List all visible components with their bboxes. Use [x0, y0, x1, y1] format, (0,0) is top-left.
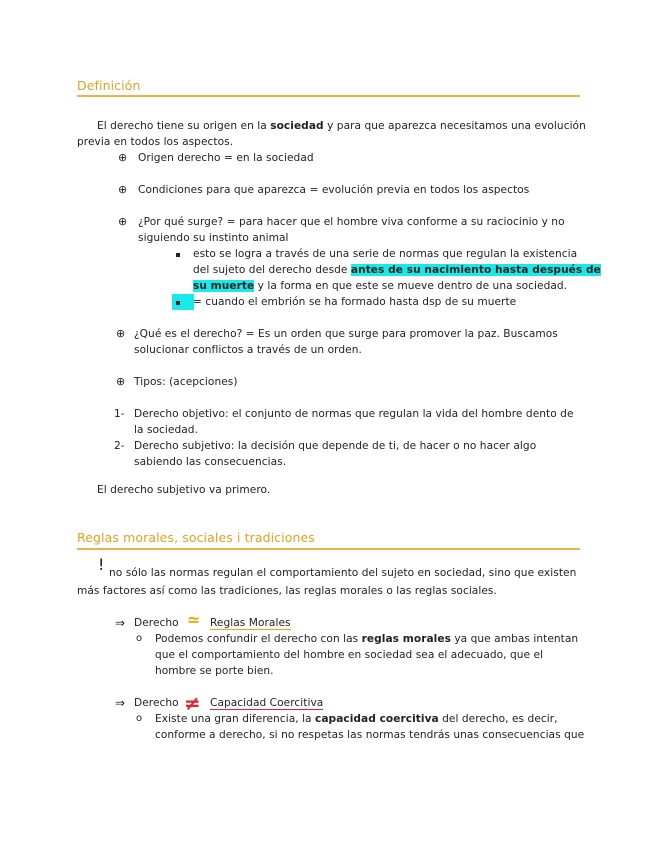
circle-plus-icon: ⊕ — [116, 375, 126, 388]
item2-target: Capacidad Coercitiva — [210, 697, 324, 709]
bullet-origen: Origen derecho = en la sociedad — [138, 152, 314, 164]
bullet-por-que-line2: siguiendo su instinto animal — [138, 232, 289, 244]
highlighted-text: su muerte — [193, 280, 255, 292]
derecho-objetivo-line1: Derecho objetivo: el conjunto de normas que regulan la vida del hombre dento de — [134, 408, 574, 420]
sub-circle-icon: o — [136, 633, 143, 644]
not-equal-icon: ≠ — [184, 691, 201, 715]
sub-bullet-line2: del sujeto del derecho desde antes de su nacimiento hasta después de — [193, 264, 601, 276]
circle-plus-icon: ⊕ — [116, 327, 126, 340]
reglas-intro-line1: no sólo las normas regulan el comportamiento del sujeto en sociedad, sino que existen — [109, 567, 577, 579]
highlighted-text: antes de su nacimiento hasta después de — [350, 264, 601, 276]
bullet-condiciones: Condiciones para que aparezca = evolución previa en todos los aspectos — [138, 184, 530, 196]
item1-sub-line1: Podemos confundir el derecho con las reglas morales ya que ambas intentan — [155, 633, 579, 645]
approx-icon: ≃ — [187, 610, 201, 629]
bullet-que-es-line1: ¿Qué es el derecho? = Es un orden que surge para promover la paz. Buscamos — [134, 328, 558, 340]
bullet-tipos: Tipos: (acepciones) — [134, 376, 238, 388]
item1-target: Reglas Morales — [210, 617, 291, 629]
reglas-intro-line2: más factores así como las tradiciones, las reglas morales o las reglas sociales. — [77, 585, 497, 597]
item2-label: Derecho — [134, 697, 179, 709]
section-heading-reglas: Reglas morales, sociales i tradiciones — [77, 530, 315, 545]
item1-sub-line3: hombre se porte bien. — [155, 665, 274, 677]
closing-line: El derecho subjetivo va primero. — [97, 484, 271, 496]
item2-sub-line1: Existe una gran diferencia, la capacidad coercitiva del derecho, es decir, — [155, 713, 558, 725]
circle-plus-icon: ⊕ — [118, 183, 128, 196]
bullet-que-es-line2: solucionar conflictos a través de un orden. — [134, 344, 362, 356]
arrow-right-icon: ⇒ — [115, 616, 126, 630]
intro-paragraph-line2: previa en todos los aspectos. — [77, 136, 234, 148]
section-heading-definicion: Definición — [77, 78, 141, 93]
derecho-objetivo-line2: la sociedad. — [134, 424, 198, 436]
item1-sub-line2: que el comportamiento del hombre en sociedad sea el adecuado, que el — [155, 649, 544, 661]
circle-plus-icon: ⊕ — [118, 151, 128, 164]
heading-rule — [77, 95, 580, 97]
square-bullet-icon — [176, 253, 180, 257]
numbered-marker-2: 2- — [114, 440, 125, 452]
sub-bullet-line3: su muerte y la forma en que este se mueve dentro de una sociedad. — [193, 280, 568, 292]
item1-label: Derecho — [134, 617, 179, 629]
heading-rule — [77, 548, 580, 550]
square-bullet-icon — [176, 301, 180, 305]
sub-bullet-embrion: = cuando el embrión se ha formado hasta dsp de su muerte — [193, 296, 517, 308]
exclamation-icon: ! — [98, 555, 105, 574]
derecho-subjetivo-line2: sabiendo las consecuencias. — [134, 456, 287, 468]
derecho-subjetivo-line1: Derecho subjetivo: la decisión que depende de ti, de hacer o no hacer algo — [134, 440, 537, 452]
item2-sub-line2: conforme a derecho, si no respetas las normas tendrás unas consecuencias que — [155, 729, 585, 741]
intro-paragraph-line1: El derecho tiene su origen en la sociedad y para que aparezca necesitamos una evolución — [97, 120, 586, 132]
sub-bullet-line1: esto se logra a través de una serie de normas que regulan la existencia — [193, 248, 578, 260]
numbered-marker-1: 1- — [114, 408, 125, 420]
sub-circle-icon: o — [136, 713, 143, 724]
arrow-right-icon: ⇒ — [115, 696, 126, 710]
circle-plus-icon: ⊕ — [118, 215, 128, 228]
bullet-por-que-line1: ¿Por qué surge? = para hacer que el hombre viva conforme a su raciocinio y no — [138, 216, 565, 228]
